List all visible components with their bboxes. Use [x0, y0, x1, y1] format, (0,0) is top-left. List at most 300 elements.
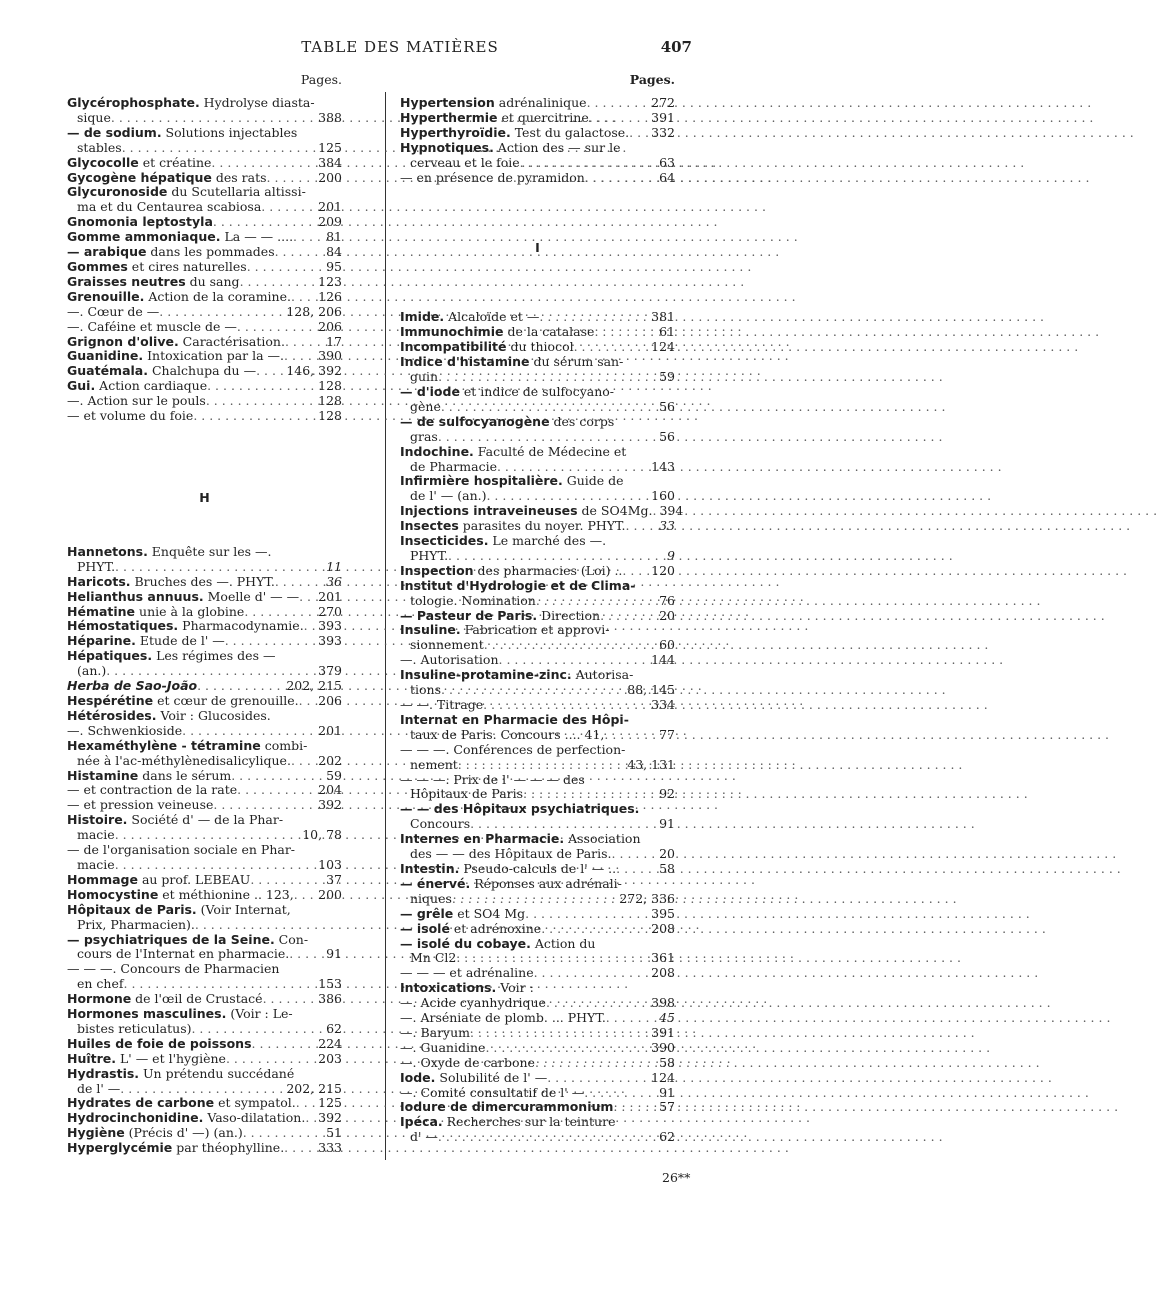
index-entry	[67, 245, 342, 260]
entry-continuation: de Pharmacie	[410, 458, 497, 474]
page-ref: 36	[326, 573, 342, 589]
entry-text	[400, 579, 635, 594]
index-entry	[67, 1007, 342, 1037]
index-entry	[400, 1086, 675, 1101]
entry-continuation: des — — des Hôpitaux de Paris.	[410, 846, 612, 862]
entry-detail: — — —. Prix de l' — — — des	[400, 771, 585, 787]
page-ref: 62	[659, 1129, 675, 1145]
index-entry	[67, 230, 342, 245]
page-ref: 91	[326, 946, 342, 962]
entry-continuation: macie	[77, 856, 115, 872]
entry-detail: Réponses aux adrénali-	[470, 875, 622, 891]
entry-detail: — — —. Conférences de perfection-	[400, 741, 626, 757]
entry-text	[67, 724, 182, 739]
leader-dots	[305, 1111, 315, 1126]
index-entry	[400, 698, 675, 713]
index-entry	[67, 1067, 342, 1097]
entry-line	[67, 634, 342, 649]
page-ref: 58	[659, 860, 675, 876]
index-entry	[400, 445, 675, 475]
entry-detail: (Précis d' —) (an.)	[124, 1125, 243, 1141]
page-ref: 128	[318, 378, 342, 394]
entry-text	[67, 679, 197, 694]
entry-continuation: taux de Paris. Concours .... 41,	[410, 726, 605, 742]
page-ref: 81	[326, 229, 342, 245]
leader-dots	[604, 728, 656, 743]
entry-line	[67, 903, 342, 918]
entry-detail: de la catalase	[503, 324, 595, 340]
leader-dots	[263, 992, 316, 1007]
entry-text	[67, 992, 263, 1007]
entry-text	[400, 385, 614, 400]
entry-heading: — psychiatriques de la Seine.	[67, 931, 275, 947]
entry-detail: —. Action sur le pouls	[67, 393, 206, 409]
entry-line	[67, 664, 342, 679]
entry-text	[67, 215, 213, 230]
entry-line	[67, 649, 342, 664]
index-entry	[67, 545, 342, 575]
entry-heading: — grêle	[400, 905, 454, 921]
entry-line	[400, 758, 675, 773]
entry-detail: Guide de	[562, 473, 624, 489]
entry-detail: et cœur de grenouille.	[153, 693, 299, 708]
entry-text	[400, 519, 626, 534]
leader-dots	[304, 619, 315, 634]
entry-detail: du sérum san-	[529, 354, 624, 370]
entry-detail: —. Cœur de —	[67, 303, 160, 319]
entry-heading: Hydrocinchonidine.	[67, 1110, 204, 1126]
entry-line	[400, 400, 675, 415]
entry-detail: et méthionine .. 123,	[158, 886, 294, 902]
entry-text	[67, 96, 315, 111]
pages-label-right: Pages.	[629, 72, 675, 87]
entry-line	[67, 111, 342, 126]
leader-dots	[438, 430, 656, 445]
entry-text	[67, 545, 272, 560]
entry-continuation: PHYT.	[410, 547, 449, 563]
entry-heading: Imide.	[400, 309, 445, 325]
page-ref: 84	[326, 244, 342, 260]
page-ref: 392	[318, 1110, 342, 1126]
entry-heading: Hyperthyroïdie.	[400, 124, 511, 140]
index-entry	[67, 888, 342, 903]
entry-continuation: de l' —	[77, 1080, 121, 1096]
entry-line	[400, 579, 675, 594]
page-ref: 11	[326, 558, 342, 574]
entry-text	[67, 873, 250, 888]
entry-text	[400, 415, 614, 430]
entry-heading: Hétérosides.	[67, 707, 157, 723]
page-ref: 17	[326, 333, 342, 349]
index-entry	[400, 325, 675, 340]
entry-line	[67, 1007, 342, 1022]
leader-dots	[291, 290, 315, 305]
entry-detail: Enquête sur les —.	[147, 543, 272, 559]
page-ref: 206	[318, 693, 342, 708]
index-entry	[67, 903, 342, 933]
entry-heading: Gnomonia leptostyla	[67, 214, 213, 230]
section-letter: I	[535, 240, 540, 256]
page-ref: 143	[651, 458, 675, 474]
entry-line	[67, 126, 342, 141]
index-entry	[400, 832, 675, 862]
entry-heading: Internes en Pharmacie.	[400, 831, 565, 847]
index-entry	[400, 877, 675, 907]
entry-detail: Action cardiaque	[95, 378, 208, 394]
entry-detail: La — — ....	[220, 229, 294, 245]
entry-text	[400, 1086, 584, 1101]
entry-detail: Fabrication et approvi-	[460, 622, 610, 638]
entry-text	[67, 1096, 296, 1111]
entry-line	[400, 1011, 675, 1026]
entry-heading: Insuline-protamine-zinc.	[400, 667, 572, 683]
entry-continuation: (an.)	[77, 663, 107, 679]
entry-line	[67, 1052, 342, 1067]
entry-detail: Hydrolyse diasta-	[199, 95, 315, 110]
entry-line	[67, 364, 342, 379]
entry-detail: et indice de sulfocyano-	[459, 383, 615, 399]
entry-text	[67, 783, 237, 798]
page-ref: 91	[659, 1084, 675, 1100]
entry-detail: et adrénoxine	[449, 920, 542, 936]
entry-line	[400, 832, 675, 847]
leader-dots	[225, 634, 315, 649]
entry-text	[400, 653, 499, 668]
page-ref: 92	[659, 786, 675, 802]
entry-heading: — — des Hôpitaux psychiatriques.	[400, 801, 640, 817]
index-entry	[400, 862, 675, 877]
entry-detail: par théophylline.	[172, 1140, 285, 1156]
page-ref: 128	[318, 393, 342, 409]
entry-heading: Hypertension	[400, 95, 495, 110]
entry-text	[67, 933, 308, 948]
entry-text	[67, 888, 294, 903]
entry-continuation: née à l'ac-méthylènedisalicylique.	[77, 752, 291, 768]
entry-text	[67, 605, 244, 620]
entry-detail: et cires naturelles	[127, 258, 247, 274]
entry-heading: Hydrastis.	[67, 1065, 140, 1081]
entry-text	[67, 575, 275, 590]
entry-continuation: niques	[410, 890, 452, 906]
entry-line	[400, 802, 675, 817]
entry-heading: Héparine.	[67, 633, 136, 649]
page-ref: 391	[651, 109, 675, 125]
entry-detail: adrénalinique	[494, 95, 587, 110]
entry-text	[67, 185, 306, 200]
entry-heading: Insectes	[400, 518, 459, 534]
entry-text	[67, 349, 284, 364]
entry-line	[400, 564, 675, 579]
entry-line	[400, 126, 675, 141]
entry-continuation: en chef	[77, 976, 124, 992]
entry-detail: — et volume du foie	[67, 408, 194, 424]
leader-dots	[213, 798, 315, 813]
entry-continuation: sique	[77, 109, 111, 125]
entry-line	[400, 698, 675, 713]
entry-heading: — de sodium.	[67, 124, 162, 140]
index-entry	[67, 962, 342, 992]
entry-text	[400, 141, 620, 156]
entry-heading: Hypnotiques.	[400, 139, 494, 155]
index-entry	[67, 843, 342, 873]
entry-continuation: tologie. Nomination	[410, 592, 536, 608]
leader-dots	[226, 1052, 315, 1067]
page-ref: 20	[659, 607, 675, 623]
entry-text	[67, 634, 225, 649]
entry-heading: — isolé du cobaye.	[400, 935, 531, 951]
entry-detail: —. Guanidine	[400, 1039, 486, 1055]
pages-label: Pages.	[300, 72, 342, 87]
entry-text	[67, 394, 206, 409]
index-entry	[67, 96, 342, 126]
entry-detail: parasites du noyer. PHYT.	[458, 518, 626, 534]
entry-detail: de l'œil de Crustacé	[131, 991, 263, 1007]
entry-line	[400, 1086, 675, 1101]
index-entry	[400, 503, 684, 519]
leader-dots	[195, 918, 339, 933]
entry-heading: Internat en Pharmacie des Hôpi-	[400, 711, 629, 727]
entry-heading: Intoxications.	[400, 980, 497, 996]
entry-text	[400, 171, 585, 186]
page-ref: 379	[318, 663, 342, 679]
entry-heading: Hormones masculines.	[67, 1006, 227, 1022]
entry-line	[67, 813, 342, 828]
page-ref: 128, 206	[286, 303, 342, 319]
index-entry	[67, 290, 342, 305]
entry-continuation: Prix, Pharmacien).	[77, 916, 195, 932]
leader-dots	[296, 1096, 315, 1111]
entry-detail: au prof. LEBEAU	[137, 871, 251, 887]
entry-line	[400, 310, 675, 325]
index-entry	[67, 215, 342, 230]
entry-line	[67, 275, 342, 290]
entry-heading: Huître.	[67, 1050, 117, 1066]
index-entry	[67, 320, 342, 335]
index-entry	[67, 1111, 342, 1126]
entry-line	[400, 623, 675, 638]
entry-line	[67, 171, 342, 186]
page-ref: 59	[326, 767, 342, 783]
leader-dots	[299, 590, 315, 605]
index-entry	[67, 260, 342, 275]
entry-text	[67, 320, 237, 335]
entry-detail: unie à la globine	[135, 603, 245, 619]
leader-dots	[207, 379, 315, 394]
entry-continuation: Mn Cl2	[410, 950, 457, 966]
entry-line	[67, 605, 342, 620]
leader-dots	[243, 1126, 323, 1141]
leader-dots	[613, 1100, 656, 1115]
index-entry	[67, 933, 342, 963]
entry-line	[400, 653, 675, 668]
page-ref: 56	[659, 398, 675, 414]
page-ref: 391	[651, 1024, 675, 1040]
entry-heading: Iode.	[400, 1069, 436, 1085]
index-entry	[400, 415, 675, 445]
entry-line	[400, 817, 675, 832]
index-entry	[67, 394, 342, 409]
entry-line	[400, 171, 675, 186]
entry-heading: Inspection	[400, 562, 474, 578]
leader-dots	[275, 245, 323, 260]
page-ref: 144	[651, 652, 675, 668]
index-entry	[67, 335, 342, 350]
entry-heading: Hydrates de carbone	[67, 1095, 215, 1111]
entry-line	[400, 1071, 675, 1086]
entry-line	[67, 694, 342, 709]
entry-heading: Hépatiques.	[67, 648, 153, 664]
entry-heading: Glycocolle	[67, 154, 139, 170]
entry-text	[400, 474, 624, 489]
entry-detail: Autorisa-	[571, 667, 634, 683]
leader-dots	[299, 694, 316, 709]
entry-text	[67, 709, 271, 724]
entry-heading: Guanidine.	[67, 348, 144, 364]
leader-dots	[122, 141, 315, 156]
index-entry	[67, 1126, 342, 1141]
entry-text	[400, 802, 639, 817]
page-ref: 88, 145	[627, 682, 675, 698]
page-ref: 153	[318, 976, 342, 992]
entry-line	[67, 560, 342, 575]
entry-text	[67, 694, 299, 709]
entry-line	[400, 773, 675, 788]
index-entry	[67, 798, 342, 813]
page-ref: 160	[651, 488, 675, 504]
entry-line	[400, 340, 675, 355]
entry-line	[67, 215, 342, 230]
entry-continuation: Hôpitaux de Paris	[410, 786, 524, 802]
leader-dots	[584, 1086, 656, 1101]
entry-continuation: cours de l'Internat en pharmacie.	[77, 946, 290, 962]
entry-heading: Histamine	[67, 767, 139, 783]
entry-heading: Histoire.	[67, 812, 128, 828]
entry-line	[400, 111, 675, 126]
running-title: TABLE DES MATIÈRES	[301, 38, 499, 56]
index-entry	[67, 590, 342, 605]
index-entry	[400, 564, 675, 579]
leader-dots	[523, 787, 656, 802]
entry-heading: Graisses neutres	[67, 273, 186, 289]
index-entry	[67, 605, 342, 620]
page-ref: 201	[318, 588, 342, 604]
index-entry	[67, 275, 342, 290]
entry-detail: Action de la coramine.	[144, 288, 291, 304]
entry-heading: Huiles de foie de poissons	[67, 1035, 252, 1051]
index-entry	[67, 1052, 342, 1067]
page-ref: 206	[318, 318, 342, 334]
leader-dots	[193, 409, 315, 424]
entry-detail: — de l'organisation sociale en Phar-	[67, 842, 296, 858]
entry-line	[67, 798, 342, 813]
entry-heading: Hôpitaux de Paris.	[67, 901, 197, 917]
leader-dots	[452, 892, 616, 907]
entry-text	[400, 698, 483, 713]
entry-text	[400, 1041, 485, 1056]
entry-line	[400, 415, 675, 430]
entry-heading: Hémostatiques.	[67, 618, 179, 634]
leader-dots	[247, 260, 323, 275]
entry-text	[400, 996, 546, 1011]
entry-detail: —. Caféine et muscle de —	[67, 318, 237, 334]
index-entry	[67, 185, 342, 215]
page-ref: 393	[318, 633, 342, 649]
entry-line	[400, 370, 675, 385]
page-ref: 146, 392	[286, 363, 342, 379]
leader-dots	[541, 922, 648, 937]
page-ref: 200	[318, 169, 342, 185]
entry-line	[67, 141, 342, 156]
leader-dots	[244, 605, 315, 620]
entry-heading: Gui.	[67, 378, 96, 394]
page-ref: 120	[651, 562, 675, 578]
entry-continuation: guin	[410, 369, 439, 385]
entry-line	[400, 683, 675, 698]
page-ref: 128	[318, 408, 342, 424]
index-entry	[400, 1056, 675, 1071]
entry-heading: Hyperthermie	[400, 109, 498, 125]
entry-text	[400, 877, 622, 892]
page-ref: 124	[651, 1069, 675, 1085]
leader-dots	[546, 996, 648, 1011]
leader-dots	[240, 275, 316, 290]
index-entry	[400, 773, 675, 803]
page-ref: 9	[667, 547, 675, 563]
leader-dots	[456, 951, 648, 966]
index-entry	[400, 713, 675, 743]
page-ref: 381	[651, 309, 675, 325]
page-ref: 202	[318, 752, 342, 768]
entry-detail: Action du	[530, 935, 596, 951]
entry-heading: — de sulfocyanogène	[400, 413, 550, 429]
entry-detail: —. Oxyde de carbone	[400, 1054, 535, 1070]
leader-dots	[600, 609, 656, 624]
index-entry	[400, 310, 675, 325]
entry-line	[400, 728, 675, 743]
entry-heading: Homocystine	[67, 886, 159, 902]
page-ref: 398	[651, 995, 675, 1011]
entry-continuation: gène	[410, 398, 441, 414]
entry-line	[67, 545, 342, 560]
entry-line	[67, 1141, 342, 1156]
entry-detail: Caractérisation.	[178, 333, 285, 349]
leader-dots	[525, 907, 648, 922]
entry-detail: de SO4Mg.	[577, 503, 653, 519]
entry-heading: Grignon d'olive.	[67, 333, 179, 349]
page-ref: 37	[326, 871, 342, 887]
entry-text	[400, 623, 609, 638]
entry-line	[400, 549, 675, 564]
index-entry	[67, 1096, 342, 1111]
entry-heading: Iodure de dimercurammonium	[400, 1099, 614, 1115]
entry-text	[67, 260, 247, 275]
index-entry	[67, 634, 342, 649]
entry-detail: Recherches sur la teinture	[442, 1114, 616, 1130]
entry-detail: — en présence de pyramidon	[400, 169, 585, 185]
index-entry	[400, 1100, 675, 1115]
leader-dots	[115, 560, 323, 575]
page-ref: 203	[318, 1050, 342, 1066]
leader-dots	[256, 364, 283, 379]
entry-line	[67, 320, 342, 335]
entry-line	[67, 709, 342, 724]
entry-line	[400, 325, 675, 340]
page-ref: 386	[318, 991, 342, 1007]
entry-detail: —. Schwenkioside	[67, 722, 183, 738]
entry-line	[400, 430, 675, 445]
index-entry	[400, 1026, 675, 1041]
entry-detail: des pharmacies (Loi) ..	[473, 562, 623, 578]
